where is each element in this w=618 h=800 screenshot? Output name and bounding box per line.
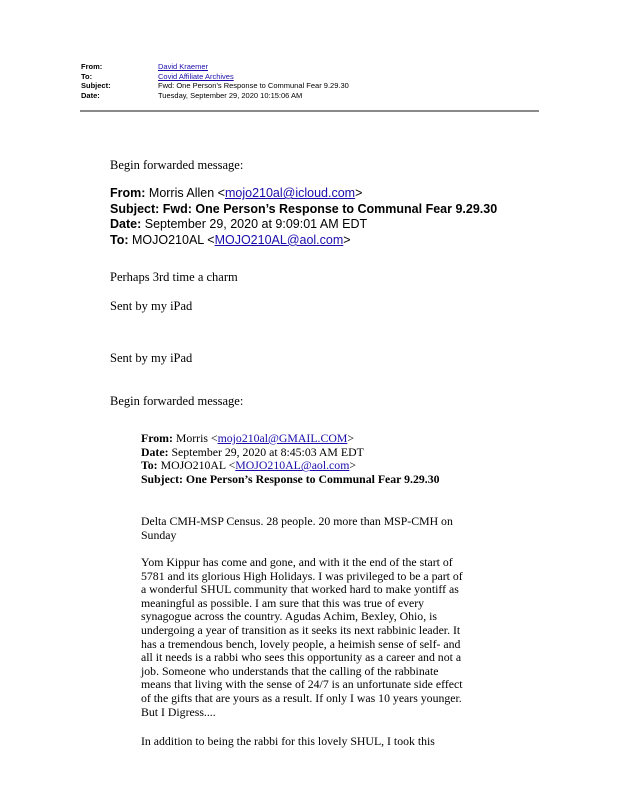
sent-by-ipad-1: Sent by my iPad xyxy=(110,299,193,313)
fwd1-to-line xyxy=(110,233,497,249)
fwd2-subject-value: One Person’s Response to Communal Fear 9.29.30 xyxy=(185,471,440,486)
fwd2-from-name: Morris < xyxy=(175,431,218,445)
fwd2-date-line xyxy=(141,446,440,460)
header-to-link[interactable]: Covid Affiliate Archives xyxy=(158,71,234,81)
fwd1-from-email-link[interactable]: mojo210al@icloud.com xyxy=(224,186,356,200)
fwd2-date-value: September 29, 2020 at 8:45:03 AM EDT xyxy=(171,444,364,459)
paragraph-line: all it needs is a rabbi who sees this opportunity as a career and not a xyxy=(141,650,462,665)
paragraph-line: means that living with the sense of 24/7 is an unfortunate side effect xyxy=(141,677,463,692)
paragraph-line: of the gifts that are yours as a result. If only I was 10 years younger. xyxy=(141,690,462,705)
begin-forwarded-1: Begin forwarded message: xyxy=(110,158,244,172)
header-date-row xyxy=(81,91,349,101)
header-from-row xyxy=(81,62,349,72)
fwd1-subject-label: Subject: xyxy=(110,201,160,216)
fwd2-to-name: MOJO210AL < xyxy=(160,458,236,473)
census-line: Delta CMH-MSP Census. 28 people. 20 more than MSP-CMH on xyxy=(141,514,453,528)
census-line: Sunday xyxy=(141,527,177,542)
forward-header-2 xyxy=(141,432,440,486)
fwd2-from-label: From: xyxy=(141,431,173,445)
header-date-label: Date: xyxy=(81,90,100,100)
last-line: In addition to being the rabbi for this lovely SHUL, I took this xyxy=(141,734,435,748)
header-subject-label: Subject: xyxy=(81,81,111,91)
sent-by-ipad-2: Sent by my iPad xyxy=(110,351,193,365)
fwd1-date-label: Date: xyxy=(110,217,142,232)
fwd2-from-email-link[interactable]: mojo210al@GMAIL.COM xyxy=(217,431,348,445)
begin-forwarded-2: Begin forwarded message: xyxy=(110,394,244,408)
paragraph-line: synagogue across the country. Agudas Achim, Bexley, Ohio, is xyxy=(141,609,437,624)
header-subject-value: Fwd: One Person’s Response to Communal Fear 9.29.30 xyxy=(158,81,349,91)
paragraph-line: 5781 and its glorious High Holidays. I was privileged to be a part of xyxy=(141,568,463,583)
paragraph-line: undergoing a year of transition as it seeks its next rabbinic leader. It xyxy=(141,622,461,637)
header-to-label: To: xyxy=(81,71,93,81)
fwd1-from-line xyxy=(110,186,497,202)
header-date-value: Tuesday, September 29, 2020 10:15:06 AM xyxy=(158,90,303,100)
header-divider xyxy=(80,110,539,112)
census-paragraph xyxy=(141,515,453,542)
paragraph-line: job. Someone who understands that the calling of the rabbinate xyxy=(141,663,439,678)
fwd2-from-close: > xyxy=(347,431,355,445)
fwd2-subject-line xyxy=(141,473,440,487)
fwd1-date-value: September 29, 2020 at 9:09:01 AM EDT xyxy=(144,217,368,232)
fwd1-from-label: From: xyxy=(110,186,146,200)
fwd2-to-close: > xyxy=(349,458,357,473)
yom-kippur-paragraph xyxy=(141,556,463,719)
header-from-label: From: xyxy=(81,62,103,71)
fwd1-to-label: To: xyxy=(110,232,129,247)
fwd1-from-close: > xyxy=(355,186,363,200)
header-subject-row xyxy=(81,81,349,91)
fwd1-subject-line xyxy=(110,202,497,218)
fwd1-to-name: MOJO210AL < xyxy=(132,232,215,247)
forward-header-1 xyxy=(110,186,497,248)
fwd2-to-email-link[interactable]: MOJO210AL@aol.com xyxy=(235,458,350,473)
perhaps-line: Perhaps 3rd time a charm xyxy=(110,270,238,284)
paragraph-line: meaningful as possible. I am sure that this was true of every xyxy=(141,595,425,610)
paragraph-line: has a tremendous bench, lovely people, a heimish sense of self- and xyxy=(141,636,461,651)
fwd1-date-line xyxy=(110,217,497,233)
header-to-row xyxy=(81,72,349,82)
header-from-link[interactable]: David Kraemer xyxy=(158,62,209,71)
fwd1-to-close: > xyxy=(343,232,351,247)
fwd2-date-label: Date: xyxy=(141,444,169,459)
fwd2-subject-label: Subject: xyxy=(141,471,183,486)
paragraph-line: Yom Kippur has come and gone, and with it the end of the start of xyxy=(141,555,453,569)
paragraph-line: a wonderful SHUL community that worked hard to make yontiff as xyxy=(141,582,459,597)
email-header xyxy=(81,62,349,100)
paragraph-line: But I Digress.... xyxy=(141,704,216,719)
fwd2-from-line xyxy=(141,432,440,446)
fwd1-from-name: Morris Allen < xyxy=(148,186,225,200)
fwd1-to-email-link[interactable]: MOJO210AL@aol.com xyxy=(214,232,344,247)
fwd2-to-line xyxy=(141,459,440,473)
fwd2-to-label: To: xyxy=(141,458,158,473)
fwd1-subject-value: Fwd: One Person’s Response to Communal Fear 9.29.30 xyxy=(162,201,498,216)
